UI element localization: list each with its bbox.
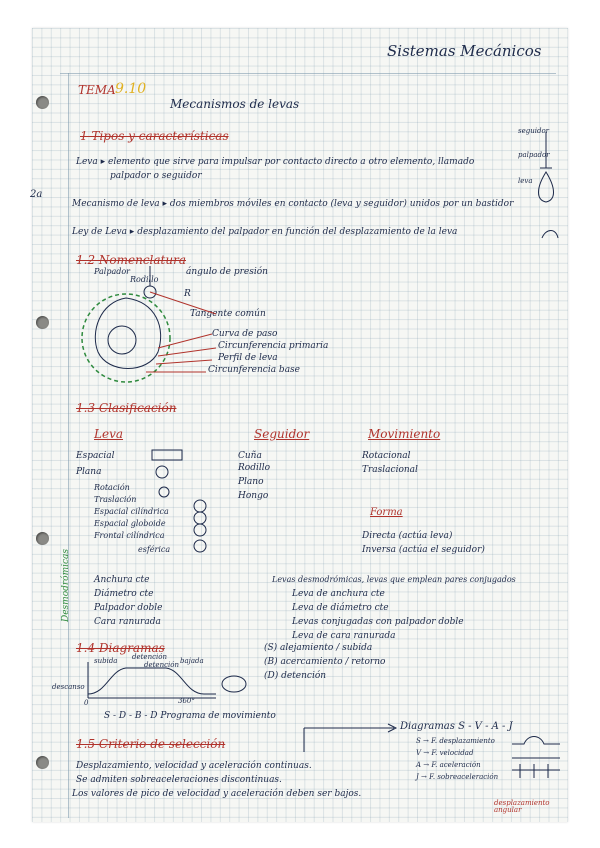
criteria-line: Desplazamiento, velocidad y aceleración continuas. bbox=[76, 761, 312, 771]
diagramas-item: S → F. desplazamiento bbox=[416, 737, 495, 745]
nomenclature-label: Tangente común bbox=[190, 309, 266, 319]
seguidor-title: Seguidor bbox=[254, 427, 310, 441]
desmo-header: Levas desmodrómicas, levas que emplean pares conjugados bbox=[272, 575, 516, 584]
leva-item: Espacial globoide bbox=[94, 519, 166, 528]
nomenclature-label: Palpador bbox=[94, 267, 131, 276]
movimiento-title: Movimiento bbox=[368, 427, 441, 441]
desmo-item: Diámetro cte bbox=[94, 589, 154, 599]
forma-item: Inversa (actúa el seguidor) bbox=[362, 545, 485, 555]
desmo-right-item: Leva de diámetro cte bbox=[292, 603, 389, 613]
nomenclature-label: Perfil de leva bbox=[218, 353, 278, 363]
desmo-item: Anchura cte bbox=[94, 575, 150, 585]
margin-mark: 2a bbox=[30, 189, 43, 200]
section1-line: Leva ▸ elemento que sirve para impulsar por contacto directo a otro elemento, llamado bbox=[76, 157, 475, 167]
movimiento-item: Traslacional bbox=[362, 465, 418, 475]
section1-line: Mecanismo de leva ▸ dos miembros móviles en contacto (leva y seguidor) unidos por un bastidor bbox=[72, 199, 514, 209]
leva-item: Frontal cilíndrica bbox=[94, 531, 165, 540]
cam-nomenclature-diagram bbox=[86, 275, 226, 388]
section1-heading: 1 Tipos y características bbox=[80, 129, 229, 143]
desmo-side-label: Desmodrómicas bbox=[61, 548, 71, 622]
diagramas-item: J → F. sobreaceleración bbox=[416, 773, 499, 781]
diagramas-item: A → F. aceleración bbox=[416, 761, 481, 769]
margin-rule bbox=[68, 73, 69, 818]
leva-item: Plana bbox=[76, 467, 102, 477]
forma-item: Directa (actúa leva) bbox=[362, 531, 453, 541]
diagram-legend: (D) detención bbox=[264, 671, 327, 681]
nomenclature-label: Rodillo bbox=[130, 275, 159, 284]
seguidor-item: Rodillo bbox=[238, 463, 271, 473]
leva-item: Rotación bbox=[94, 483, 130, 492]
topic-title: Mecanismos de levas bbox=[170, 97, 300, 111]
diagram-label: 360° bbox=[178, 697, 195, 705]
subject-header: Sistemas Mecánicos bbox=[387, 42, 542, 60]
leva-title: Leva bbox=[94, 427, 124, 441]
section13-heading: 1.3 Clasificación bbox=[76, 401, 177, 415]
diagram-label: descanso bbox=[52, 683, 85, 691]
side-label-seguidor: seguidor bbox=[518, 127, 550, 135]
binder-hole bbox=[36, 756, 49, 769]
seguidor-item: Hongo bbox=[238, 491, 269, 501]
movimiento-item: Rotacional bbox=[362, 451, 411, 461]
cam-sketch-icon bbox=[532, 128, 562, 278]
seguidor-item: Plano bbox=[238, 477, 264, 487]
section12-heading: 1.2 Nomenclatura bbox=[76, 253, 186, 267]
desmo-right-item: Leva de anchura cte bbox=[292, 589, 385, 599]
leva-item: Traslación bbox=[94, 495, 137, 504]
leva-item: Espacial bbox=[76, 451, 115, 461]
diagram-legend: (B) acercamiento / retorno bbox=[264, 657, 386, 667]
diagram-arrow bbox=[302, 722, 402, 758]
side-label-leva: leva bbox=[518, 177, 533, 185]
binder-hole bbox=[36, 96, 49, 109]
forma-title: Forma bbox=[370, 507, 403, 518]
binder-hole bbox=[36, 316, 49, 329]
desmo-right-item: Leva de cara ranurada bbox=[292, 631, 396, 641]
section14-heading: 1.4 Diagramas bbox=[76, 641, 165, 655]
nomenclature-label: Circunferencia base bbox=[208, 365, 300, 375]
diagram-label: detención bbox=[132, 653, 167, 661]
diagram-label: bajada bbox=[180, 657, 204, 665]
nomenclature-label: R bbox=[184, 289, 191, 299]
nomenclature-label: Curva de paso bbox=[212, 329, 278, 339]
side-label-palpador: palpador bbox=[518, 151, 550, 159]
desmo-item: Palpador doble bbox=[94, 603, 163, 613]
section1-line: Ley de Leva ▸ desplazamiento del palpador en función del desplazamiento de la leva bbox=[72, 227, 458, 237]
diagramas-title: Diagramas S - V - A - J bbox=[400, 721, 513, 732]
section1-line: palpador o seguidor bbox=[110, 171, 202, 181]
nomenclature-label: Circunferencia primaria bbox=[218, 341, 329, 351]
diagram-label: detención bbox=[144, 661, 179, 669]
criteria-line: Se admiten sobreaceleraciones discontinuas. bbox=[76, 775, 282, 785]
desmo-item: Cara ranurada bbox=[94, 617, 161, 627]
tema-number: 9.10 bbox=[115, 81, 147, 97]
diagram-label: 0 bbox=[84, 699, 89, 707]
header-rule bbox=[60, 73, 556, 74]
nomenclature-label: ángulo de presión bbox=[186, 267, 268, 277]
motion-sequence: S - D - B - D Programa de movimiento bbox=[104, 711, 276, 721]
leva-item: Espacial cilíndrica bbox=[94, 507, 169, 516]
svaj-sketch-icon bbox=[510, 728, 566, 788]
section15-heading: 1.5 Criterio de selección bbox=[76, 737, 226, 751]
criteria-line: Los valores de pico de velocidad y aceleración deben ser bajos. bbox=[72, 789, 362, 799]
binder-hole bbox=[36, 532, 49, 545]
diagram-label: subida bbox=[94, 657, 118, 665]
tema-label: TEMA bbox=[78, 83, 116, 97]
diagram-legend: (S) alejamiento / subida bbox=[264, 643, 373, 653]
leva-item: esférica bbox=[138, 545, 171, 554]
notebook-page bbox=[32, 28, 568, 822]
diagramas-item: V → F. velocidad bbox=[416, 749, 474, 757]
leva-sketches-icon bbox=[144, 446, 214, 558]
desmo-right-item: Levas conjugadas con palpador doble bbox=[292, 617, 464, 627]
footnote: desplazamiento angular bbox=[494, 799, 550, 814]
seguidor-item: Cuña bbox=[238, 451, 262, 461]
